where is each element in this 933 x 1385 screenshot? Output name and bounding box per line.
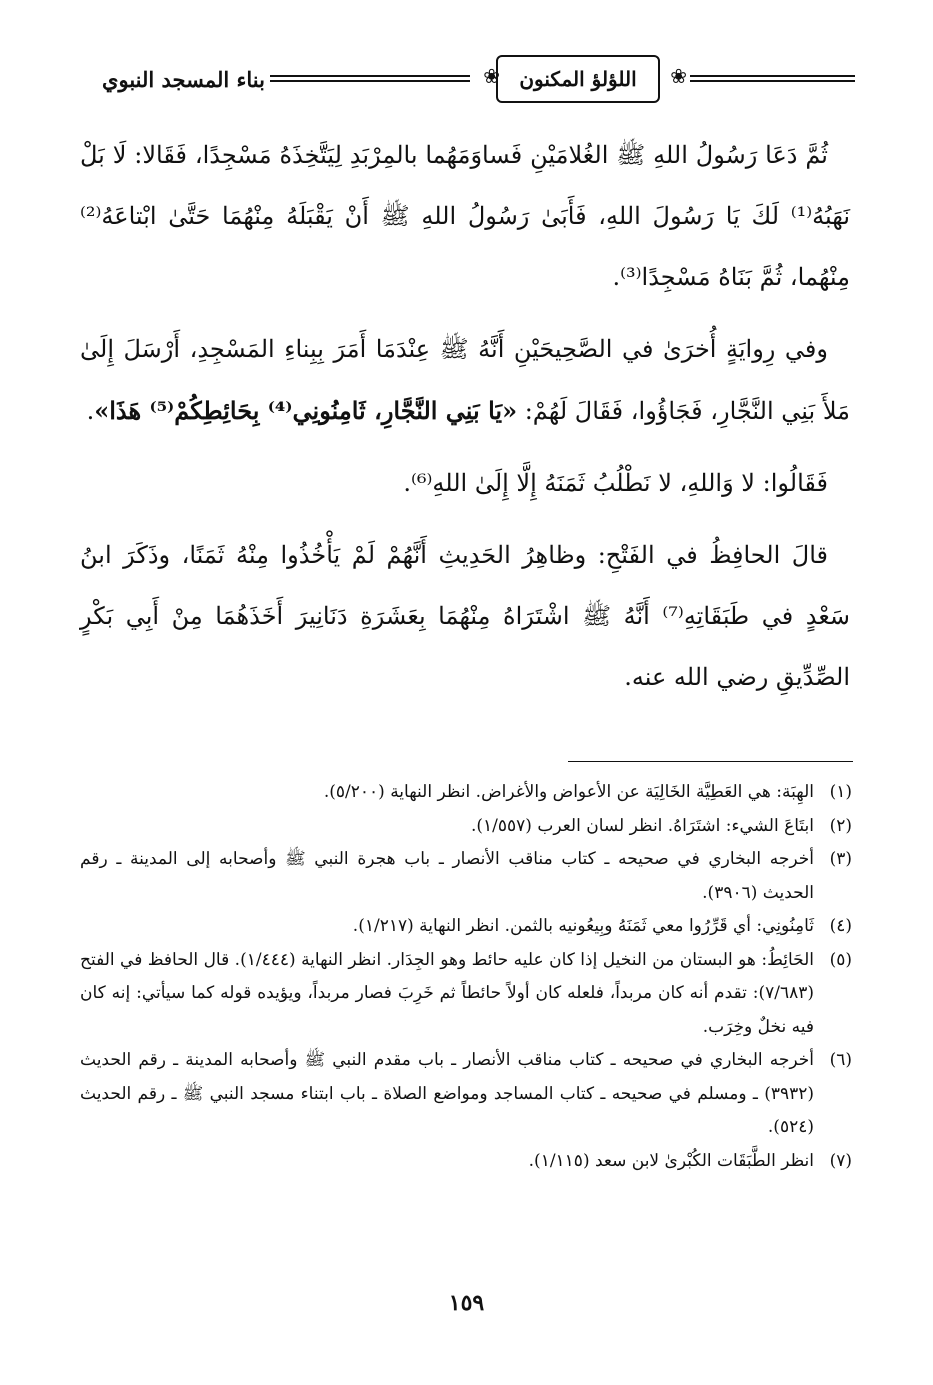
footnote-number: (٥): [829, 949, 852, 970]
footnote-text: انظر الطَّبَقَات الكُبْرىٰ لابن سعد (١/١١٥).: [528, 1150, 814, 1171]
header-rule: [270, 75, 470, 77]
footnote: [80, 776, 852, 810]
footnote-number: (٣): [829, 849, 852, 869]
paragraph: ثُمَّ دَعَا رَسُولُ اللهِ ﷺ الغُلامَيْنِ فَساوَمَهُما بالمِرْبَدِ لِيَتَّخِذَهُ مَسْجِدًا، فَقَالا: لَا بَلْ نَهَبُهُ⁽¹⁾ لَكَ يَا رَسُولَ اللهِ، فَأَبَىٰ رَسُولُ اللهِ ﷺ أَنْ يَقْبَلَهُ مِنْهُمَا حَتَّىٰ ابْتاعَهُ⁽²⁾ مِنْهُما، ثُمَّ بَنَاهُ مَسْجِدًا⁽³⁾.: [80, 141, 850, 291]
footnote: [80, 843, 852, 910]
footnote-text: أخرجه البخاري في صحيحه ـ كتاب مناقب الأنصار ـ باب مقدم النبي ﷺ وأصحابه المدينة ـ رقم الحديث (٣٩٣٢) ـ ومسلم في صحيحه ـ كتاب المساجد ومواضع الصلاة ـ باب ابتناء مسجد النبي ﷺ ـ رقم الحديث (٥٢٤).: [80, 1050, 814, 1137]
header-rule: [270, 80, 470, 82]
footnote: [80, 944, 852, 1045]
footnote-separator: [568, 761, 853, 762]
header-rule: [690, 80, 855, 82]
footnotes: [80, 776, 852, 1178]
page-number: ١٥٩: [448, 1290, 485, 1316]
paragraph-text: وفي رِوايَةٍ أُخرَىٰ في الصَّحِيحَيْنِ أَنَّهُ ﷺ عِنْدَمَا أَمَرَ بِبِناءِ المَسْجِدِ، أَرْسَلَ إِلَىٰ مَلأَ بَنِي النَّجَّارِ، فَجَاؤُوا، فَقَالَ لَهُمْ:: [80, 335, 850, 425]
footnote-number: (٦): [829, 1050, 852, 1070]
footnote-text: الهِبَة: هي العَطِيَّة الخَالِيَة عن الأعواض والأغراض. انظر النهاية (٥/٢٠٠).: [323, 782, 814, 802]
footnote-text: الحَائِطُ: هو البستان من النخيل إذا كان عليه حائط وهو الجِدَار. انظر النهاية (١/٤٤٤). قال الحافظ في الفتح (٧/٦٨٣): تقدم أنه كان مربداً، فلعله كان أولاً حائطاً ثم خَرِبَ فصار مربداً، ويؤيده قوله كما سيأتي: إنه كان فيه نخلٌ وخِرَب.: [80, 949, 815, 1037]
footnote-number: (٢): [829, 815, 852, 836]
chapter-title: بناء المسجد النبوي: [102, 67, 265, 92]
ornament-icon: ❀: [483, 64, 500, 88]
paragraph: فَقَالُوا: لا وَاللهِ، لا نَطْلُبُ ثَمَنَهُ إِلَّا إِلَىٰ اللهِ⁽⁶⁾.: [403, 469, 828, 497]
paragraph: قالَ الحافِظُ في الفَتْحِ: وظاهِرُ الحَدِيثِ أَنَّهُمْ لَمْ يَأْخُذُوا مِنْهُ ثَمَنًا، وذَكَرَ ابنُ سَعْدٍ في طَبَقَاتِهِ⁽⁷⁾ أَنَّهُ ﷺ اشْتَرَاهُ مِنْهُمَا بِعَشَرَةِ دَنَانِيرَ أَخَذَهُمَا مِنْ أَبِي بَكْرٍ الصِّدِّيقِ رضي الله عنه.: [80, 541, 851, 691]
footnote-number: (١): [829, 782, 852, 802]
footnote: [80, 1145, 852, 1179]
book-title: اللؤلؤ المكنون: [496, 55, 660, 103]
footnote: [80, 810, 852, 844]
paragraph: [80, 319, 850, 442]
paragraph-end: .: [86, 397, 95, 425]
running-header: [75, 55, 855, 115]
footnote-text: ثَامِنُونِي: أي قَرِّرُوا معي ثَمَنَهُ وبِيعُونيه بالثمن. انظر النهاية (١/٢١٧).: [352, 916, 814, 936]
footnote: [80, 910, 852, 944]
main-text: [80, 125, 850, 719]
header-rule: [690, 75, 855, 77]
footnote-text: ابتَاعَ الشيء: اشتَرَاهُ. انظر لسان العرب (١/٥٥٧).: [470, 815, 814, 836]
ornament-icon: ❀: [670, 64, 687, 88]
footnote-text: أخرجه البخاري في صحيحه ـ كتاب مناقب الأنصار ـ باب هجرة النبي ﷺ وأصحابه إلى المدينة ـ رقم الحديث (٣٩٠٦).: [80, 849, 814, 903]
hadith-quote: «يَا بَنِي النَّجَّارِ، ثَامِنُونِي⁽⁴⁾ بِحَائِطِكُمْ⁽⁵⁾ هَذَا»: [94, 396, 518, 425]
footnote-number: (٤): [829, 916, 852, 936]
footnote-number: (٧): [829, 1150, 852, 1171]
footnote: [80, 1044, 852, 1145]
